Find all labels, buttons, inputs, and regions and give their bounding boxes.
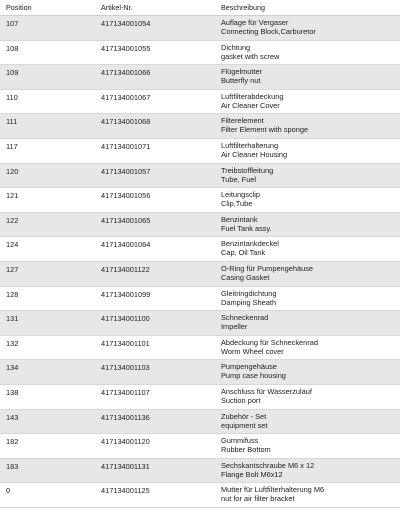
- position-cell: 108: [6, 43, 19, 53]
- description-german: Sechskantschraube M6 x 12: [221, 460, 315, 470]
- table-header: [0, 0, 400, 16]
- description-english: Suction port: [221, 395, 261, 405]
- description-german: Zubehör - Set: [221, 411, 267, 421]
- description-german: Treibstoffleitung: [221, 165, 274, 175]
- description-german: O-Ring für Pumpengehäuse: [221, 263, 314, 273]
- description-cell: [221, 289, 397, 307]
- table-row: [0, 16, 400, 41]
- position-cell: 127: [6, 264, 19, 274]
- description-german: Anschluss für Wasserzulauf: [221, 386, 312, 396]
- description-cell: [221, 215, 397, 233]
- description-cell: [221, 92, 397, 110]
- header-position: Position: [6, 3, 32, 12]
- description-english: Worm Wheel cover: [221, 346, 284, 356]
- description-german: Flügelmutter: [221, 67, 263, 77]
- position-cell: 134: [6, 363, 19, 373]
- table-row: [0, 65, 400, 90]
- header-article-number: Artikel-Nr.: [101, 3, 133, 12]
- position-cell: 183: [6, 461, 19, 471]
- description-english: Flange Bolt M6x12: [221, 469, 283, 479]
- description-cell: [221, 239, 397, 257]
- description-german: Mutter für Luftfilterhalterung M6: [221, 485, 325, 495]
- description-english: gasket with screw: [221, 51, 280, 61]
- position-cell: 0: [6, 486, 11, 496]
- position-cell: 120: [6, 166, 19, 176]
- table-row: [0, 213, 400, 238]
- article-number-cell: 417134001057: [101, 166, 151, 176]
- table-row: [0, 139, 400, 164]
- position-cell: 110: [6, 92, 18, 102]
- article-number-cell: 417134001054: [101, 19, 151, 28]
- table-row: [0, 41, 400, 66]
- description-cell: [221, 141, 397, 159]
- description-english: Fuel Tank assy.: [221, 223, 272, 233]
- article-number-cell: 417134001064: [101, 240, 151, 250]
- description-german: Auflage für Vergaser: [221, 18, 289, 27]
- description-cell: [221, 362, 397, 380]
- description-german: Schneckenrad: [221, 313, 269, 323]
- table-row: [0, 410, 400, 435]
- description-cell: [221, 338, 397, 356]
- description-english: Impeller: [221, 322, 248, 332]
- description-german: Abdeckung für Schneckenrad: [221, 337, 318, 347]
- position-cell: 111: [6, 117, 18, 127]
- position-cell: 128: [6, 289, 19, 299]
- table-row: [0, 336, 400, 361]
- table-row: [0, 287, 400, 312]
- position-cell: 124: [6, 240, 19, 250]
- description-german: Gleitringdichtung: [221, 288, 277, 298]
- position-cell: 122: [6, 215, 19, 225]
- position-cell: 117: [6, 141, 18, 151]
- article-number-cell: 417134001107: [101, 387, 150, 397]
- description-cell: [221, 264, 397, 282]
- description-english: Clip,Tube: [221, 199, 253, 209]
- description-english: Filter Element with sponge: [221, 125, 309, 135]
- article-number-cell: 417134001125: [101, 486, 150, 496]
- description-english: nut for air filter bracket: [221, 494, 295, 504]
- article-number-cell: 417134001103: [101, 363, 150, 373]
- article-number-cell: 417134001099: [101, 289, 151, 299]
- article-number-cell: 417134001131: [101, 461, 150, 471]
- description-english: Damping Sheath: [221, 297, 277, 307]
- article-number-cell: 417134001065: [101, 215, 151, 225]
- position-cell: 121: [6, 191, 19, 201]
- description-german: Benzintank: [221, 214, 258, 224]
- position-cell: 143: [6, 412, 19, 422]
- description-cell: [221, 116, 397, 134]
- table-row: [0, 459, 400, 484]
- article-number-cell: 417134001067: [101, 92, 151, 102]
- position-cell: 131: [6, 314, 19, 324]
- description-english: Casing Gasket: [221, 272, 270, 282]
- position-cell: 109: [6, 68, 19, 78]
- description-german: Gummifuss: [221, 436, 259, 446]
- description-english: Air Cleaner Cover: [221, 100, 280, 110]
- description-cell: [221, 412, 397, 430]
- table-row: [0, 360, 400, 385]
- position-cell: 138: [6, 387, 19, 397]
- description-german: Benzintankdeckel: [221, 239, 279, 249]
- table-row: [0, 434, 400, 459]
- description-cell: [221, 166, 397, 184]
- description-cell: [221, 313, 397, 331]
- description-german: Pumpengehäuse: [221, 362, 277, 372]
- description-cell: [221, 67, 397, 85]
- article-number-cell: 417134001066: [101, 68, 151, 78]
- description-cell: [221, 18, 397, 36]
- table-row: [0, 237, 400, 262]
- table-row: [0, 164, 400, 189]
- table-row: [0, 90, 400, 115]
- description-english: Tube, Fuel: [221, 174, 257, 184]
- description-german: Leitungsclip: [221, 190, 261, 200]
- description-cell: [221, 461, 397, 479]
- article-number-cell: 417134001068: [101, 117, 151, 127]
- article-number-cell: 417134001100: [101, 314, 150, 324]
- table-row: [0, 311, 400, 336]
- table-row: [0, 262, 400, 287]
- description-english: Air Cleaner Housing: [221, 149, 288, 159]
- article-number-cell: 417134001056: [101, 191, 151, 201]
- description-german: Filterelement: [221, 116, 264, 126]
- article-number-cell: 417134001071: [101, 141, 151, 151]
- description-german: Luftfilterabdeckung: [221, 91, 284, 101]
- article-number-cell: 417134001122: [101, 264, 150, 274]
- description-cell: [221, 436, 397, 454]
- header-description: Beschreibung: [221, 3, 265, 12]
- position-cell: 107: [6, 19, 19, 28]
- description-cell: [221, 43, 397, 61]
- position-cell: 182: [6, 437, 19, 447]
- article-number-cell: 417134001136: [101, 412, 150, 422]
- article-number-cell: 417134001120: [101, 437, 150, 447]
- table-row: [0, 114, 400, 139]
- description-english: equipment set: [221, 420, 268, 430]
- description-english: Pump case housing: [221, 371, 286, 381]
- article-number-cell: 417134001101: [101, 338, 150, 348]
- table-body: [0, 16, 400, 508]
- table-row: [0, 483, 400, 508]
- article-number-cell: 417134001055: [101, 43, 151, 53]
- description-cell: [221, 387, 397, 405]
- description-german: Dichtung: [221, 42, 251, 52]
- table-row: [0, 385, 400, 410]
- description-cell: [221, 485, 397, 503]
- description-english: Rubber Bottom: [221, 445, 271, 455]
- table-row: [0, 188, 400, 213]
- description-english: Cap, Oil Tank: [221, 248, 266, 258]
- description-german: Luftfilterhalterung: [221, 140, 279, 150]
- description-cell: [221, 190, 397, 208]
- description-english: Butterfly nut: [221, 76, 261, 86]
- description-english: Connecting Block,Carburetor: [221, 27, 316, 36]
- position-cell: 132: [6, 338, 19, 348]
